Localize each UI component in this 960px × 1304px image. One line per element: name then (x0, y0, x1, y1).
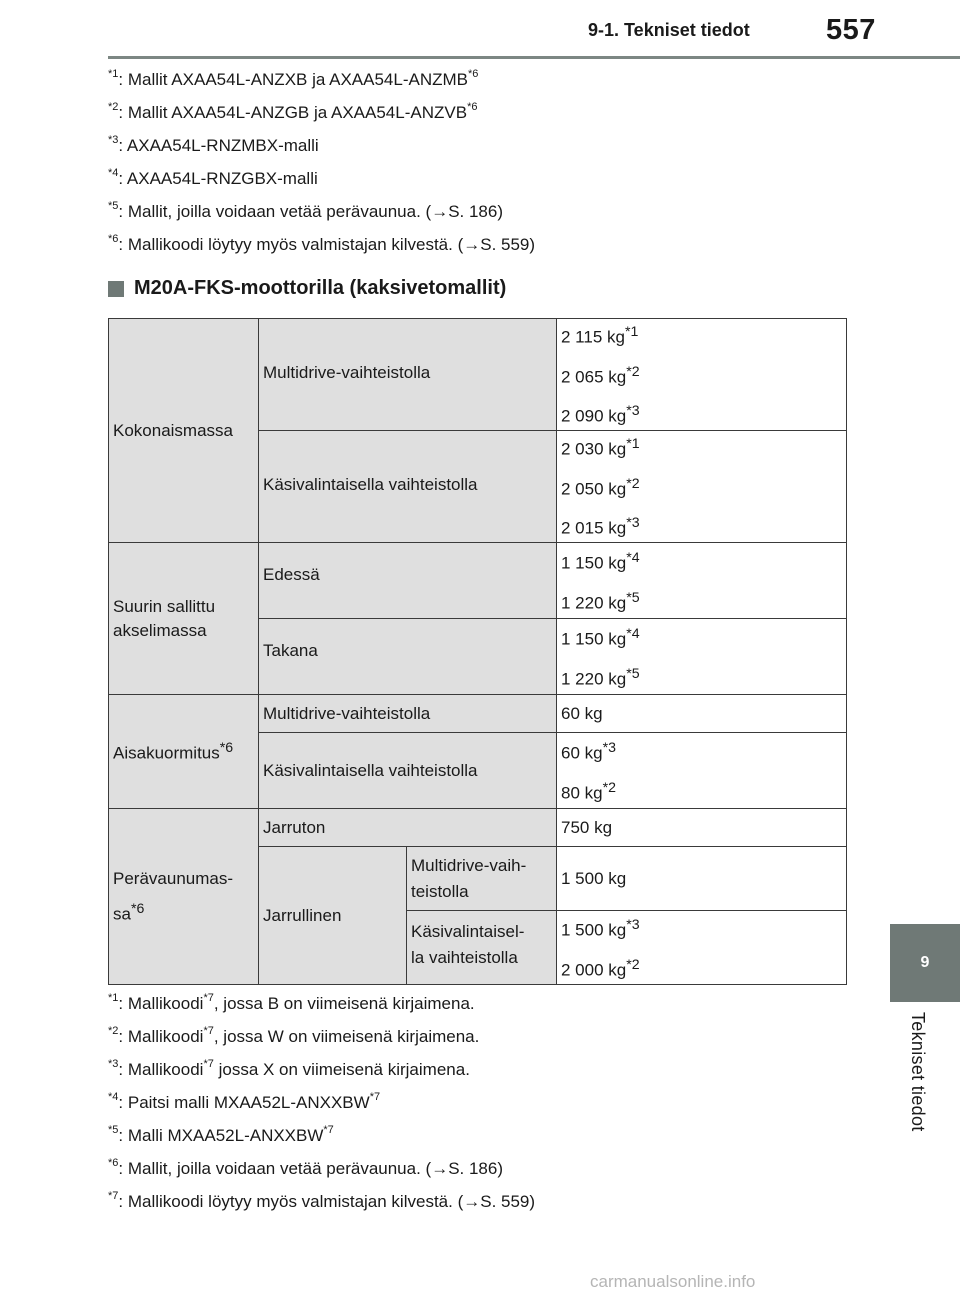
footnote: $^{*4}$: AXAA54L-RNZGBX-malli (108, 167, 318, 188)
chapter-number: 9 (920, 954, 930, 971)
square-bullet-icon (108, 281, 124, 297)
row-subheader: Takana (259, 619, 557, 695)
chapter-label: Tekniset tiedot (908, 1012, 928, 1132)
table-row (109, 543, 847, 619)
footnotes-top (108, 70, 535, 268)
footnote: $^{*6}$: Mallikoodi löytyy myös valmistajan kilvestä. (→S. 559) (108, 233, 536, 254)
footnote: $^{*1}$: Mallit AXAA54L-ANZXB ja AXAA54L-ANZMB$^{*6}$ (108, 68, 479, 89)
footnote: $^{*2}$: Mallit AXAA54L-ANZGB ja AXAA54L-ANZVB$^{*6}$ (108, 101, 478, 122)
row-header: Perävaunumas- $sa^{*6}$ (109, 809, 259, 985)
row-subheader: Jarruton (259, 809, 557, 847)
row-subheader: Multidrive-vaih- teistolla (407, 847, 557, 911)
footnote: $^{*3}$: Mallikoodi$^{*7}$ jossa X on viimeisenä kirjaimena. (108, 1058, 470, 1079)
row-subheader: Käsivalintaisel- la vaihteistolla (407, 911, 557, 985)
value-cell: 2 115 $kg^{*1}$ 2 065 $kg^{*2}$ 2 090 $kg^{*3}$ (557, 319, 847, 431)
table-row (109, 319, 847, 431)
table-row (109, 809, 847, 847)
value-cell: 750 kg (557, 809, 847, 847)
spec-table (108, 318, 847, 985)
value-cell: 2 030 $kg^{*1}$ 2 050 $kg^{*2}$ 2 015 $kg^{*3}$ (557, 431, 847, 543)
row-subheader: Jarrullinen (259, 847, 407, 985)
page-number: 557 (826, 14, 876, 46)
table-row (109, 695, 847, 733)
footnote: $^{*1}$: Mallikoodi$^{*7}$, jossa B on viimeisenä kirjaimena. (108, 992, 475, 1013)
row-subheader: Käsivalintaisella vaihteistolla (259, 431, 557, 543)
row-subheader: Käsivalintaisella vaihteistolla (259, 733, 557, 809)
footnote: $^{*5}$: Mallit, joilla voidaan vetää perävaunua. (→S. 186) (108, 200, 504, 221)
footnote: $^{*3}$: AXAA54L-RNZMBX-malli (108, 134, 319, 155)
header-divider (108, 56, 960, 59)
value-cell: 1 150 $kg^{*4}$ 1 220 $kg^{*5}$ (557, 619, 847, 695)
chapter-tab[interactable] (890, 924, 960, 1002)
footnote: $^{*2}$: Mallikoodi$^{*7}$, jossa W on viimeisenä kirjaimena. (108, 1025, 480, 1046)
footnote: $^{*5}$: Malli MXAA52L-ANXXBW$^{*7}$ (108, 1124, 334, 1145)
value-cell: 1 500 $kg^{*3}$ 2 000 $kg^{*2}$ (557, 911, 847, 985)
footnote: $^{*7}$: Mallikoodi löytyy myös valmistajan kilvestä. (→S. 559) (108, 1190, 536, 1211)
value-cell: 1 500 kg (557, 847, 847, 911)
row-header: Suurin sallittu akselimassa (109, 543, 259, 695)
row-header: Aisakuormitus$^{*6}$ (109, 695, 259, 809)
value-cell: 1 150 $kg^{*4}$ 1 220 $kg^{*5}$ (557, 543, 847, 619)
section-heading (108, 277, 506, 300)
row-subheader: Multidrive-vaihteistolla (259, 319, 557, 431)
footnote: $^{*6}$: Mallit, joilla voidaan vetää perävaunua. (→S. 186) (108, 1157, 504, 1178)
footnotes-bottom (108, 994, 535, 1225)
row-header: Kokonaismassa (109, 319, 259, 543)
watermark: carmanualsonline.info (590, 1272, 756, 1291)
section-heading-text: M20A-FKS-moottorilla (kaksivetomallit) (134, 277, 507, 299)
value-cell: 60 kg (557, 695, 847, 733)
row-subheader: Edessä (259, 543, 557, 619)
section-title: 9-1. Tekniset tiedot (588, 20, 750, 40)
value-cell: 60 $kg^{*3}$ 80 $kg^{*2}$ (557, 733, 847, 809)
footnote: $^{*4}$: Paitsi malli MXAA52L-ANXXBW$^{*7}$ (108, 1091, 381, 1112)
row-subheader: Multidrive-vaihteistolla (259, 695, 557, 733)
